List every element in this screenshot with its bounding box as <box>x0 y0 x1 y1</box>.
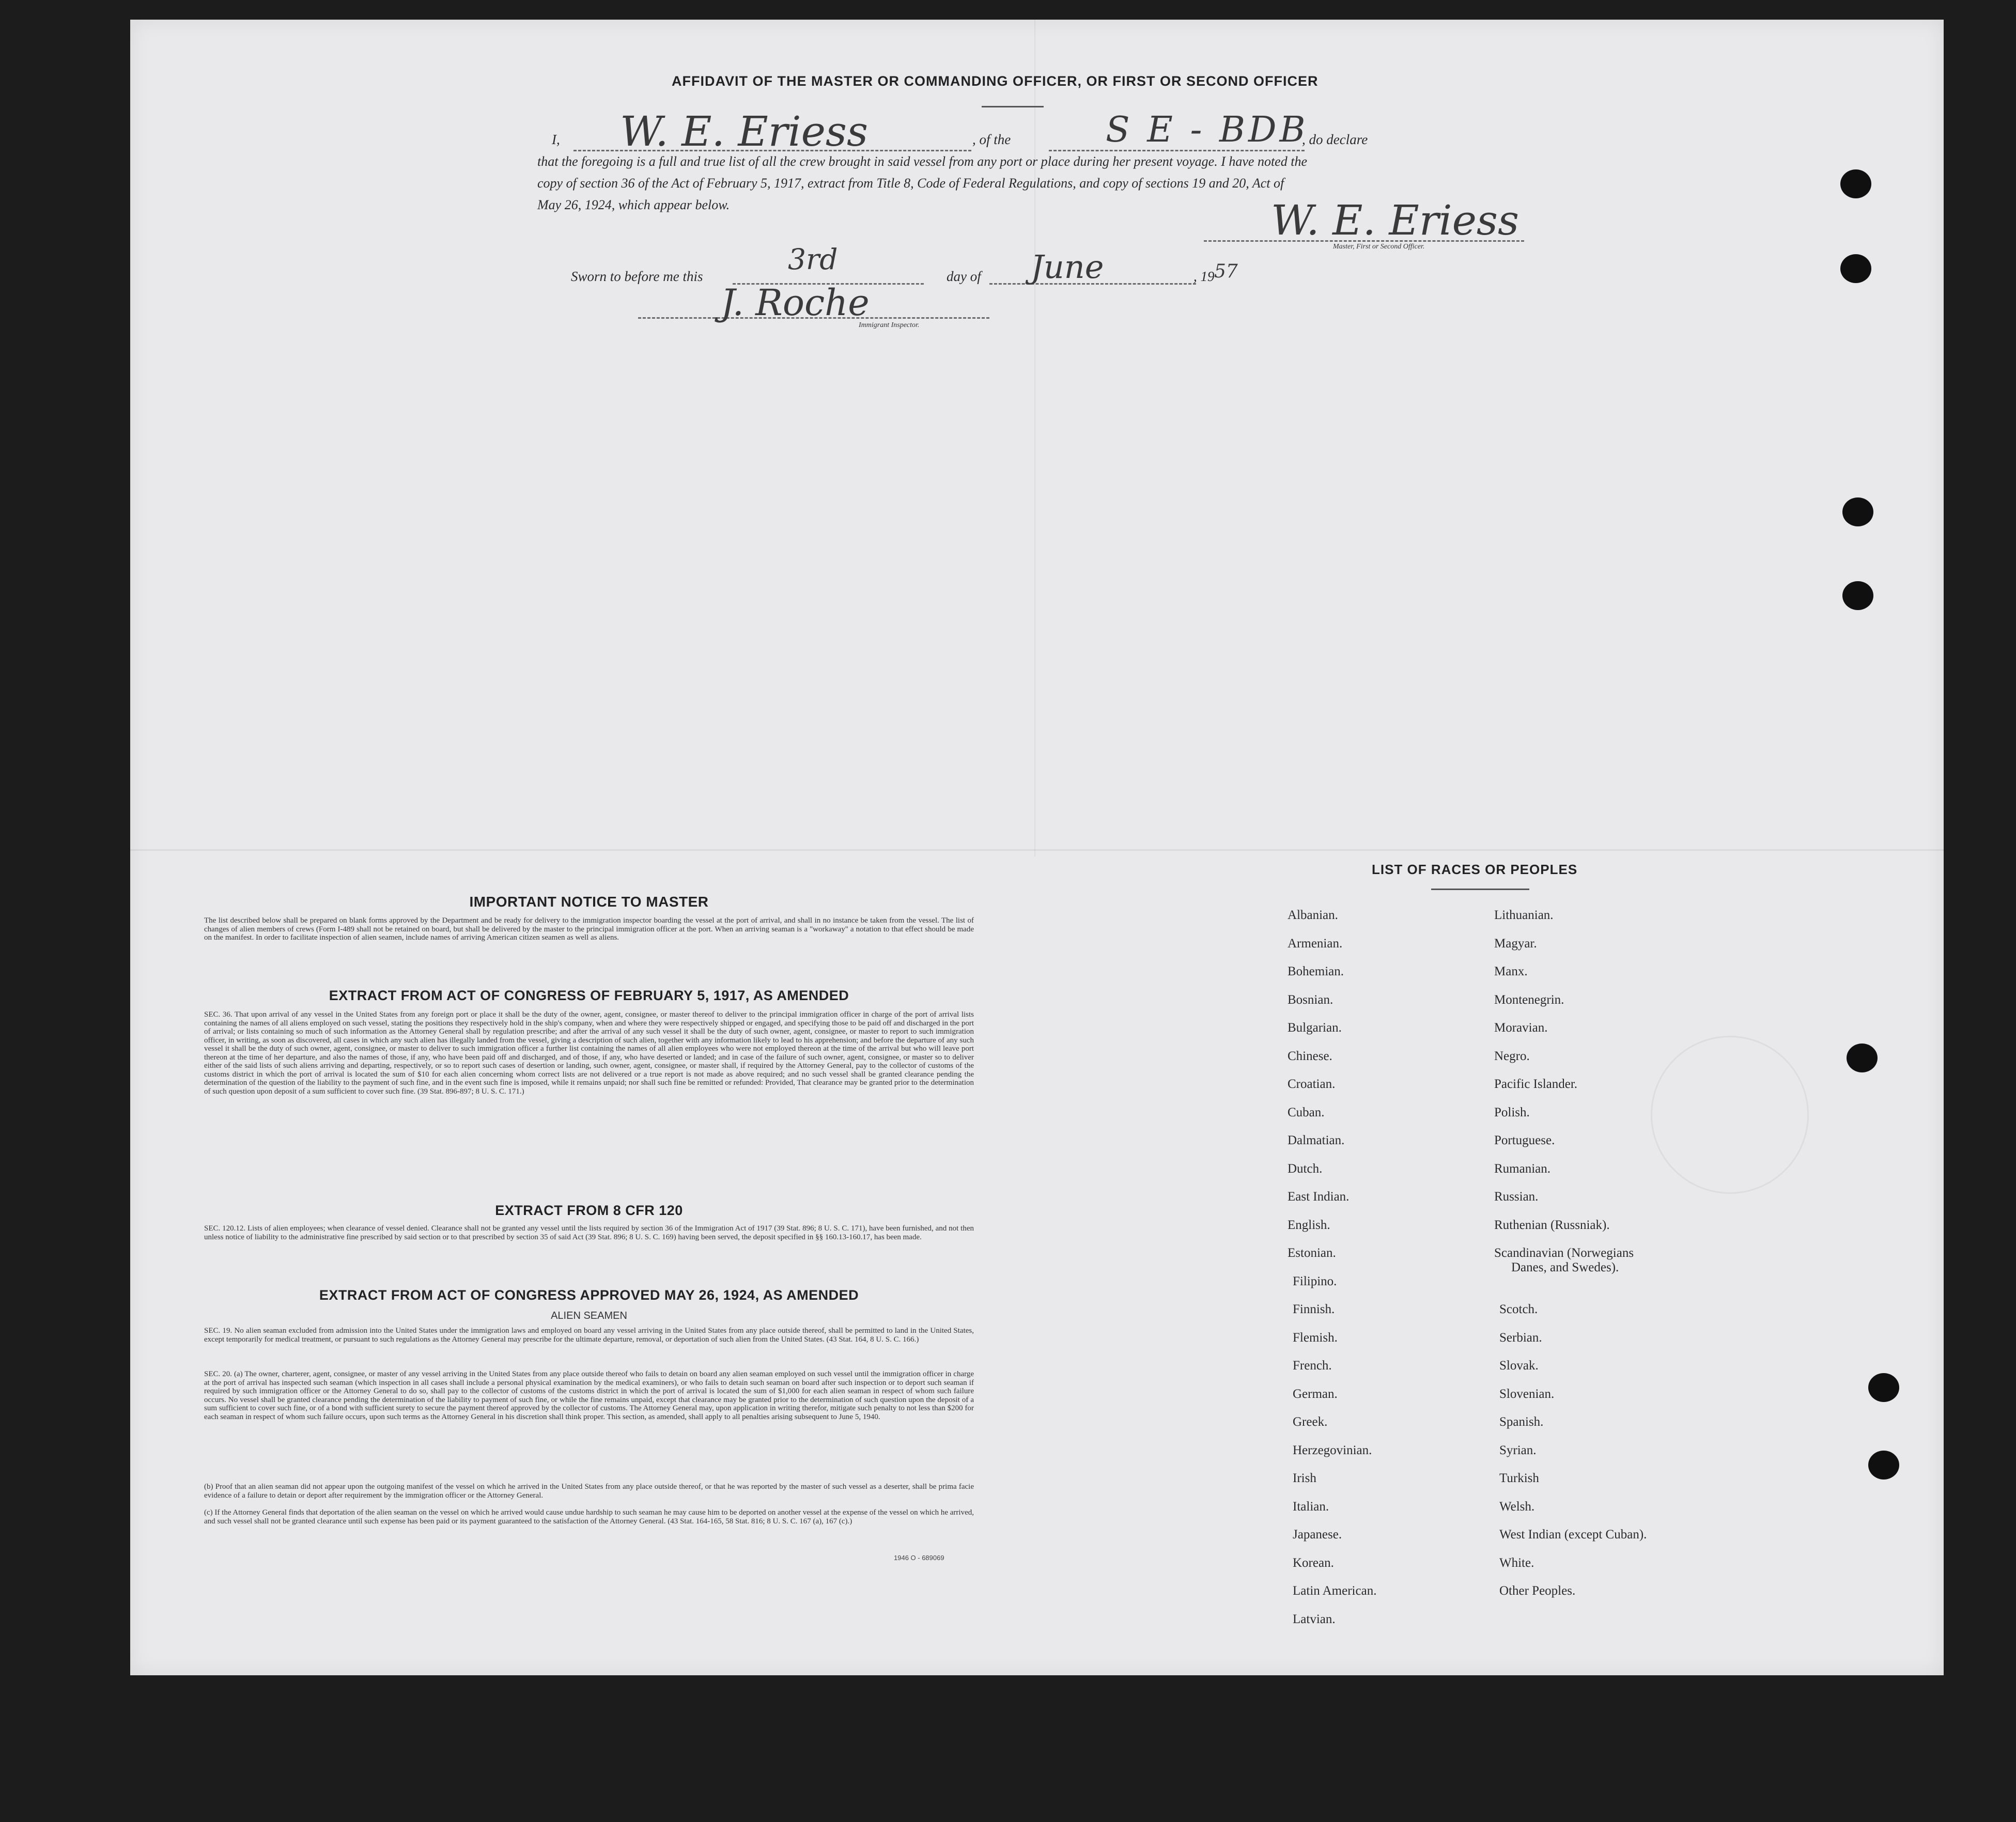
race-item: Welsh. <box>1499 1499 1535 1514</box>
race-item: Scotch. <box>1499 1302 1538 1316</box>
affidavit-body-line3: May 26, 1924, which appear below. <box>537 197 730 212</box>
race-item: Russian. <box>1494 1190 1539 1204</box>
race-item: French. <box>1293 1359 1332 1373</box>
punch-hole <box>1842 581 1873 610</box>
race-item: Finnish. <box>1293 1302 1335 1316</box>
race-item: East Indian. <box>1288 1190 1350 1204</box>
race-item: Irish <box>1293 1471 1316 1485</box>
section3-title: EXTRACT FROM ACT OF CONGRESS APPROVED MAY 26, 1924, AS AMENDED <box>319 1287 859 1303</box>
race-item: Greek. <box>1293 1415 1328 1429</box>
race-item: Japanese. <box>1293 1528 1342 1541</box>
race-item: Bulgarian. <box>1288 1021 1342 1035</box>
races-title: LIST OF RACES OR PEOPLES <box>1372 862 1578 877</box>
punch-hole <box>1868 1451 1899 1480</box>
race-item: Scandinavian (Norwegians <box>1494 1246 1634 1260</box>
fold-line-horizontal <box>130 849 1944 851</box>
section1-body: SEC. 36. That upon arrival of any vessel in the United States from any foreign port or place it shall be the duty of the owner, agent, consignee, or master thereof to deliver to the principal immigration officer in charge of the port of arrival lists containing the names of all aliens employed on such vessel, stating the positions they respectively hold in the ship's company, when and where they were respectively shipped or engaged, and specifying those to be paid off and discharged in the port of arrival; or lists containing so much of such information as the Attorney General shall by regulation prescribe; and after the arrival of any such vessel it shall be the duty of such owner, agent, consignee, or master to report to such immigration officer, in writing, as soon as discovered, all cases in which any such alien has illegally landed from the vessel, giving a description of such alien, together with any information likely to lead to his apprehension; and before the departure of any such vessel it shall be the duty of such owner, agent, consignee, or master to deliver to such immigration officer a further list containing the names of all alien employees who were not employed thereon at the time of the arrival but who will leave port thereon at the time of her departure, and also the names of those, if any, who have been paid off and discharged, and of those, if any, who have deserted or landed; and in case of the failure of such owner, agent, consignee, or master so to deliver either of the said lists of such aliens arriving and departing, respectively, or so to report such cases of desertion or landing, such owner, agent, consignee, or master shall, if required by the Attorney General, pay to the collector of customs of the customs district in which the port of arrival is located the sum of $10 for each alien concerning whom correct lists are not delivered or a true report is not made as above required; and no such vessel shall be granted clearance pending the determination of the question of the liability to the payment of such fine, and in the event such fine is imposed, while it remains unpaid; nor shall such fine be remitted or refunded: Provided, That clearance may be granted prior to the determination of such question upon deposit of a sum sufficient to cover such fine. (39 Stat. 896-897; 8 U. S. C. 171.) <box>204 1010 974 1096</box>
year-prefix: , 19 <box>1193 269 1215 284</box>
race-item: Polish. <box>1494 1105 1530 1119</box>
punch-hole <box>1868 1373 1899 1402</box>
race-item: English. <box>1288 1218 1330 1232</box>
race-item: Spanish. <box>1499 1415 1544 1429</box>
master-caption: Master, First or Second Officer. <box>1333 243 1425 251</box>
affidavit-title: AFFIDAVIT OF THE MASTER OR COMMANDING OFFICER, OR FIRST OR SECOND OFFICER <box>672 73 1319 89</box>
race-item: Slovak. <box>1499 1359 1539 1373</box>
master-name-handwritten: W. E. Eriess <box>620 107 869 155</box>
punch-hole <box>1840 254 1871 283</box>
declare-label: , do declare <box>1302 132 1368 147</box>
race-item: Dalmatian. <box>1288 1133 1345 1147</box>
day-of-label: day of <box>947 269 981 284</box>
inspector-signature: J. Roche <box>721 282 870 324</box>
race-item: Herzegovinian. <box>1293 1443 1372 1457</box>
race-item: Pacific Islander. <box>1494 1077 1578 1091</box>
sworn-day-handwritten: 3rd <box>788 243 838 276</box>
race-item: Danes, and Swedes). <box>1511 1260 1619 1274</box>
affidavit-body-line2: copy of section 36 of the Act of February 5, 1917, extract from Title 8, Code of Federal Regulations, and copy of sections 19 and 20, Act of <box>537 176 1284 191</box>
section3-subtitle: ALIEN SEAMEN <box>551 1310 627 1321</box>
fold-line-vertical <box>1034 20 1035 857</box>
sworn-label: Sworn to before me this <box>571 269 703 284</box>
section1-title: EXTRACT FROM ACT OF CONGRESS OF FEBRUARY 5, 1917, AS AMENDED <box>329 988 849 1003</box>
vessel-name-handwritten: S E - BDB <box>1106 110 1309 150</box>
race-item: Filipino. <box>1293 1274 1337 1288</box>
race-item: Serbian. <box>1499 1330 1542 1345</box>
race-item: Latin American. <box>1293 1584 1377 1598</box>
races-rule <box>1431 889 1529 890</box>
notice-body: The list described below shall be prepared on blank forms approved by the Department and be ready for delivery to the immigration inspector boarding the vessel at the port of arrival, and shall in no instance be taken from the vessel. The list of changes of alien members of crews (Form I-489 shall not be retained on board, but shall be delivered by the master to the principal immigration officer at the port. When an arriving seaman is a "workaway" a notation to that effect should be made on the manifest. In order to facilitate inspection of alien seamen, include names of arriving American citizen seamen as well as aliens. <box>204 916 974 942</box>
race-item: Flemish. <box>1293 1330 1338 1345</box>
race-item: Armenian. <box>1288 936 1343 951</box>
race-item: Turkish <box>1499 1471 1539 1485</box>
punch-hole <box>1840 169 1871 198</box>
inspector-caption: Immigrant Inspector. <box>859 321 920 329</box>
race-item: Manx. <box>1494 964 1528 978</box>
race-item: Croatian. <box>1288 1077 1336 1091</box>
section3-body1: SEC. 19. No alien seaman excluded from admission into the United States under the immigration laws and employed on board any vessel arriving in the United States from any place outside thereof, shall be permitted to land in the United States, except temporarily for medical treatment, or pursuant to such regulations as the Attorney General may prescribe for the ultimate departure, removal, or deportation of such alien from the United States. (43 Stat. 164, 8 U. S. C. 166.) <box>204 1327 974 1344</box>
race-item: Korean. <box>1293 1555 1334 1570</box>
notice-title: IMPORTANT NOTICE TO MASTER <box>469 894 709 910</box>
race-item: Syrian. <box>1499 1443 1537 1457</box>
embossed-seal <box>1651 1036 1809 1194</box>
race-item: Slovenian. <box>1499 1387 1555 1401</box>
race-item: Latvian. <box>1293 1612 1336 1626</box>
punch-hole <box>1847 1044 1878 1072</box>
race-item: German. <box>1293 1387 1338 1401</box>
section2-title: EXTRACT FROM 8 CFR 120 <box>495 1203 683 1218</box>
race-item: Cuban. <box>1288 1105 1325 1119</box>
section3-body2: SEC. 20. (a) The owner, charterer, agent, consignee, or master of any vessel arriving in the United States from any place outside thereof who fails to detain on board any alien seaman employed on such vessel until the immigration officer in charge at the port of arrival has inspected such seaman (which inspection in all cases shall include a personal physical examination by the medical examiners), or who fails to detain such seaman on board after such inspection or to deport such seaman if required by such immigration officer or the Attorney General to do so, shall pay to the collector of customs of the customs district in which the port of arrival is located the sum of $1,000 for each alien seaman in respect of whom such failure occurs. No vessel shall be granted clearance pending the determination of the liability to payment of such fine, or while the fine remains unpaid, except that clearance may be granted prior to the determination of such question upon the deposit of a sum sufficient to cover such fine, or of a bond with sufficient surety to secure the payment thereof approved by the collector of customs. The Attorney General may, upon application in writing therefor, mitigate such penalty to not less than $200 for each seaman in respect of whom such failure occurs, upon such terms as the Attorney General in his discretion shall think proper. This section, as amended, shall apply to all penalties arising subsequent to June 5, 1940. <box>204 1370 974 1421</box>
punch-hole <box>1842 497 1873 526</box>
race-item: Bosnian. <box>1288 992 1333 1007</box>
race-item: Portuguese. <box>1494 1133 1555 1147</box>
affidavit-body-line1: that the foregoing is a full and true list of all the crew brought in said vessel from any port or place during her present voyage. I have noted the <box>537 154 1307 169</box>
print-code: 1946 O - 689069 <box>894 1554 944 1562</box>
section3-body3: (b) Proof that an alien seaman did not appear upon the outgoing manifest of the vessel on which he arrived in the United States from any place outside thereof, or that he was reported by the master of such vessel as a deserter, shall be prima facie evidence of a failure to detain or deport after requirement by the immigration officer or the Attorney General. <box>204 1483 974 1500</box>
race-item: Dutch. <box>1288 1161 1323 1176</box>
race-item: Chinese. <box>1288 1049 1332 1063</box>
race-item: Italian. <box>1293 1499 1329 1514</box>
section3-body4: (c) If the Attorney General finds that deportation of the alien seaman on the vessel on which he arrived would cause undue hardship to such seaman he may cause him to be deported on another vessel at the expense of the vessel on which he arrived, and such vessel shall not be granted clearance until such expense has been paid or its payment guaranteed to the satisfaction of the Attorney General. (43 Stat. 164-165, 58 Stat. 816; 8 U. S. C. 167 (a), 167 (c).) <box>204 1508 974 1525</box>
section2-body: SEC. 120.12. Lists of alien employees; when clearance of vessel denied. Clearance shall not be granted any vessel until the lists required by section 36 of the Immigration Act of 1917 (39 Stat. 896; 8 U. S. C. 171), have been furnished, and not then unless notice of liability to the administrative fine prescribed by said section or to that prescribed by section 35 of said Act (39 Stat. 896; 8 U. S. C. 169) having been served, the deposit specified in §§ 160.13-160.17, has been made. <box>204 1224 974 1241</box>
race-item: Negro. <box>1494 1049 1530 1063</box>
race-item: White. <box>1499 1555 1534 1570</box>
race-item: Lithuanian. <box>1494 908 1554 922</box>
race-item: West Indian (except Cuban). <box>1499 1528 1647 1541</box>
affidavit-i-label: I, <box>552 132 560 147</box>
race-item: Ruthenian (Russniak). <box>1494 1218 1610 1232</box>
title-rule <box>982 106 1044 107</box>
race-item: Albanian. <box>1288 908 1338 922</box>
of-the-label: , of the <box>972 132 1011 147</box>
race-item: Montenegrin. <box>1494 992 1564 1007</box>
master-signature: W. E. Eriess <box>1271 196 1519 244</box>
race-item: Magyar. <box>1494 936 1537 951</box>
race-item: Estonian. <box>1288 1246 1336 1260</box>
sworn-month-handwritten: June <box>1031 248 1104 286</box>
race-item: Bohemian. <box>1288 964 1344 978</box>
race-item: Moravian. <box>1494 1021 1548 1035</box>
year-handwritten: 57 <box>1214 261 1238 282</box>
race-item: Rumanian. <box>1494 1161 1551 1176</box>
race-item: Other Peoples. <box>1499 1584 1576 1598</box>
